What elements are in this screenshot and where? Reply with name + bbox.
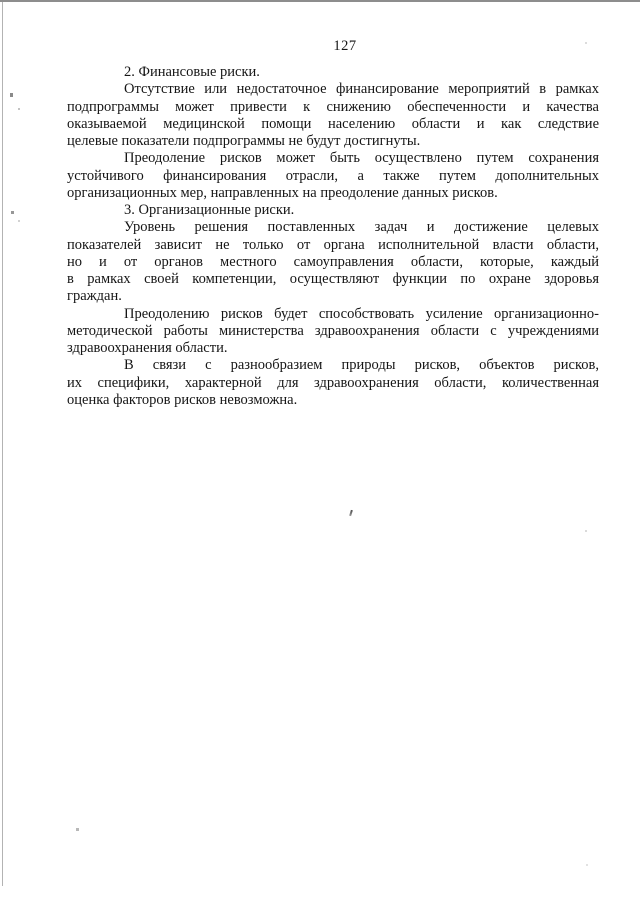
text-line: граждан.: [67, 288, 122, 305]
scan-left-edge-line: [2, 2, 3, 886]
text-line: подпрограммы может привести к снижению обеспеченности и качества: [67, 98, 599, 115]
scan-speck: [11, 211, 14, 214]
paragraph: [67, 219, 599, 305]
text-line: В связи с разнообразием природы рисков, объектов рисков,: [124, 357, 599, 374]
text-line: устойчивого финансирования отрасли, а также путем дополнительных: [67, 167, 599, 184]
text-line: организационных мер, направленных на преодоление данных рисков.: [67, 184, 498, 201]
text-line: оказываемой медицинской помощи населению области и как следствие: [67, 115, 599, 132]
text-line: оценка факторов рисков невозможна.: [67, 391, 298, 408]
scan-speck: [18, 108, 20, 110]
scan-speck: [585, 530, 587, 532]
text-line: но и от органов местного самоуправления области, которые, каждый: [67, 253, 599, 270]
paragraph: [67, 81, 599, 150]
text-line: показателей зависит не только от органа исполнительной власти области,: [67, 236, 599, 253]
scan-speck: [76, 828, 79, 831]
paragraph: [67, 357, 599, 409]
scan-tick-mark: [349, 510, 353, 516]
text-line: 2. Финансовые риски.: [124, 64, 260, 80]
paragraph: [67, 306, 599, 358]
scan-speck: [10, 93, 13, 97]
text-body: [67, 64, 599, 409]
paragraph: [67, 64, 599, 81]
text-line: Уровень решения поставленных задач и достижение целевых: [124, 219, 599, 236]
text-line: Преодоление рисков может быть осуществлено путем сохранения: [124, 150, 599, 167]
text-line: целевые показатели подпрограммы не будут достигнуты.: [67, 133, 421, 149]
text-line: Отсутствие или недостаточное финансирование мероприятий в рамках: [124, 81, 599, 98]
text-line: 3. Организационные риски.: [124, 202, 295, 218]
paragraph: [67, 202, 599, 219]
text-line: Преодолению рисков будет способствовать усиление организационно-: [124, 305, 599, 322]
scan-speck: [586, 864, 588, 866]
text-line: здравоохранения области.: [67, 340, 228, 356]
scan-top-edge-line: [0, 0, 640, 2]
page-number: 127: [333, 38, 357, 54]
paragraph: [67, 150, 599, 202]
text-line: в рамках своей компетенции, осуществляют функции по охране здоровья: [67, 271, 599, 287]
text-line: методической работы министерства здравоохранения области с учреждениями: [67, 322, 599, 339]
scan-speck: [18, 220, 20, 222]
text-line: их специфики, характерной для здравоохранения области, количественная: [67, 374, 599, 391]
